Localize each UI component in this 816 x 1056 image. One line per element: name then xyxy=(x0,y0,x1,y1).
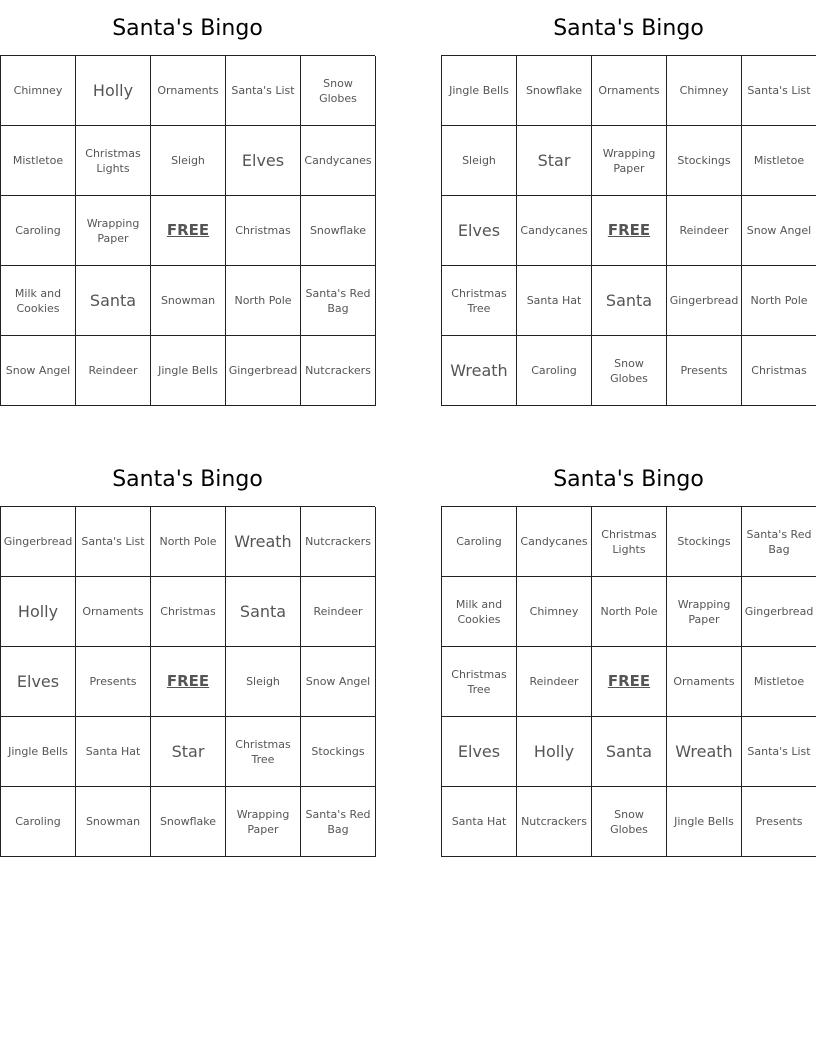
bingo-cell: Chimney xyxy=(1,56,76,126)
bingo-cell: Snow Globes xyxy=(592,787,667,857)
bingo-cell: Jingle Bells xyxy=(667,787,742,857)
bingo-cell: Reindeer xyxy=(301,577,376,647)
bingo-cell: Santa xyxy=(592,717,667,787)
bingo-cell: Snow Angel xyxy=(1,336,76,406)
bingo-card-2 xyxy=(441,0,816,406)
bingo-cell: North Pole xyxy=(592,577,667,647)
bingo-cell: Santa's Red Bag xyxy=(742,507,816,577)
bingo-cell: Christmas Lights xyxy=(592,507,667,577)
bingo-cell: Santa's Red Bag xyxy=(301,266,376,336)
bingo-cell: Christmas xyxy=(151,577,226,647)
bingo-cell: Wrapping Paper xyxy=(667,577,742,647)
bingo-cell: Jingle Bells xyxy=(151,336,226,406)
bingo-cell: Candycanes xyxy=(517,507,592,577)
bingo-cell: Presents xyxy=(667,336,742,406)
bingo-cell: Santa's Red Bag xyxy=(301,787,376,857)
bingo-cell: Stockings xyxy=(667,126,742,196)
bingo-cell: Nutcrackers xyxy=(301,507,376,577)
bingo-cell: Candycanes xyxy=(517,196,592,266)
free-space-cell: FREE xyxy=(592,196,667,266)
bingo-cell: Snow Globes xyxy=(301,56,376,126)
bingo-cell: Santa's List xyxy=(742,56,816,126)
bingo-cell: Sleigh xyxy=(226,647,301,717)
bingo-cell: Santa xyxy=(226,577,301,647)
bingo-cell: North Pole xyxy=(151,507,226,577)
bingo-cell: Holly xyxy=(76,56,151,126)
bingo-cell: Snowman xyxy=(151,266,226,336)
bingo-cell: Mistletoe xyxy=(1,126,76,196)
bingo-cell: Gingerbread xyxy=(226,336,301,406)
bingo-grid xyxy=(441,506,816,857)
bingo-cell: North Pole xyxy=(742,266,816,336)
bingo-cell: Stockings xyxy=(667,507,742,577)
bingo-cell: Snow Angel xyxy=(742,196,816,266)
bingo-cell: Candycanes xyxy=(301,126,376,196)
bingo-cell: Ornaments xyxy=(76,577,151,647)
bingo-cell: Elves xyxy=(442,717,517,787)
bingo-cell: Wrapping Paper xyxy=(76,196,151,266)
free-space-cell: FREE xyxy=(151,196,226,266)
bingo-cell: Santa Hat xyxy=(76,717,151,787)
free-space-cell: FREE xyxy=(592,647,667,717)
bingo-cell: Caroling xyxy=(1,196,76,266)
bingo-cell: Milk and Cookies xyxy=(1,266,76,336)
bingo-cell: Chimney xyxy=(667,56,742,126)
bingo-cell: Caroling xyxy=(517,336,592,406)
bingo-cell: Mistletoe xyxy=(742,126,816,196)
bingo-cell: North Pole xyxy=(226,266,301,336)
bingo-cell: Wreath xyxy=(226,507,301,577)
card-title: Santa's Bingo xyxy=(112,16,263,41)
bingo-cell: Star xyxy=(151,717,226,787)
bingo-card-1 xyxy=(0,0,375,406)
bingo-cell: Wreath xyxy=(667,717,742,787)
card-title: Santa's Bingo xyxy=(553,467,704,492)
bingo-cell: Christmas xyxy=(742,336,816,406)
bingo-cell: Santa's List xyxy=(742,717,816,787)
bingo-grid xyxy=(441,55,816,406)
bingo-cell: Christmas Tree xyxy=(442,266,517,336)
bingo-cell: Santa Hat xyxy=(517,266,592,336)
bingo-cell: Elves xyxy=(226,126,301,196)
bingo-cell: Snowflake xyxy=(517,56,592,126)
bingo-cell: Snow Globes xyxy=(592,336,667,406)
bingo-card-3 xyxy=(0,451,375,857)
bingo-cell: Caroling xyxy=(442,507,517,577)
bingo-cell: Nutcrackers xyxy=(301,336,376,406)
bingo-cell: Santa Hat xyxy=(442,787,517,857)
bingo-cell: Santa's List xyxy=(76,507,151,577)
bingo-cell: Christmas Tree xyxy=(442,647,517,717)
card-title: Santa's Bingo xyxy=(553,16,704,41)
bingo-cell: Star xyxy=(517,126,592,196)
bingo-cell: Snowflake xyxy=(301,196,376,266)
bingo-cell: Jingle Bells xyxy=(1,717,76,787)
free-space-cell: FREE xyxy=(151,647,226,717)
bingo-cell: Holly xyxy=(517,717,592,787)
bingo-cell: Presents xyxy=(742,787,816,857)
bingo-cell: Presents xyxy=(76,647,151,717)
bingo-cell: Nutcrackers xyxy=(517,787,592,857)
bingo-cell: Chimney xyxy=(517,577,592,647)
bingo-cell: Snowflake xyxy=(151,787,226,857)
bingo-cell: Christmas Tree xyxy=(226,717,301,787)
bingo-grid xyxy=(0,55,375,406)
bingo-cell: Wrapping Paper xyxy=(226,787,301,857)
bingo-cell: Stockings xyxy=(301,717,376,787)
bingo-cell: Sleigh xyxy=(442,126,517,196)
bingo-cell: Wreath xyxy=(442,336,517,406)
bingo-grid xyxy=(0,506,375,857)
bingo-cell: Gingerbread xyxy=(742,577,816,647)
bingo-cell: Reindeer xyxy=(517,647,592,717)
bingo-cell: Gingerbread xyxy=(667,266,742,336)
bingo-cell: Ornaments xyxy=(151,56,226,126)
bingo-cell: Ornaments xyxy=(592,56,667,126)
bingo-cell: Santa xyxy=(76,266,151,336)
bingo-cell: Santa's List xyxy=(226,56,301,126)
bingo-cell: Reindeer xyxy=(667,196,742,266)
bingo-cell: Holly xyxy=(1,577,76,647)
bingo-cell: Caroling xyxy=(1,787,76,857)
card-title: Santa's Bingo xyxy=(112,467,263,492)
bingo-cell: Jingle Bells xyxy=(442,56,517,126)
bingo-card-4 xyxy=(441,451,816,857)
bingo-cell: Sleigh xyxy=(151,126,226,196)
bingo-cell: Snow Angel xyxy=(301,647,376,717)
bingo-cell: Elves xyxy=(1,647,76,717)
bingo-cell: Ornaments xyxy=(667,647,742,717)
bingo-cell: Milk and Cookies xyxy=(442,577,517,647)
bingo-cell: Christmas Lights xyxy=(76,126,151,196)
bingo-cell: Reindeer xyxy=(76,336,151,406)
bingo-cell: Snowman xyxy=(76,787,151,857)
bingo-cell: Wrapping Paper xyxy=(592,126,667,196)
bingo-cell: Santa xyxy=(592,266,667,336)
bingo-cell: Elves xyxy=(442,196,517,266)
bingo-cell: Mistletoe xyxy=(742,647,816,717)
bingo-cell: Christmas xyxy=(226,196,301,266)
bingo-cell: Gingerbread xyxy=(1,507,76,577)
